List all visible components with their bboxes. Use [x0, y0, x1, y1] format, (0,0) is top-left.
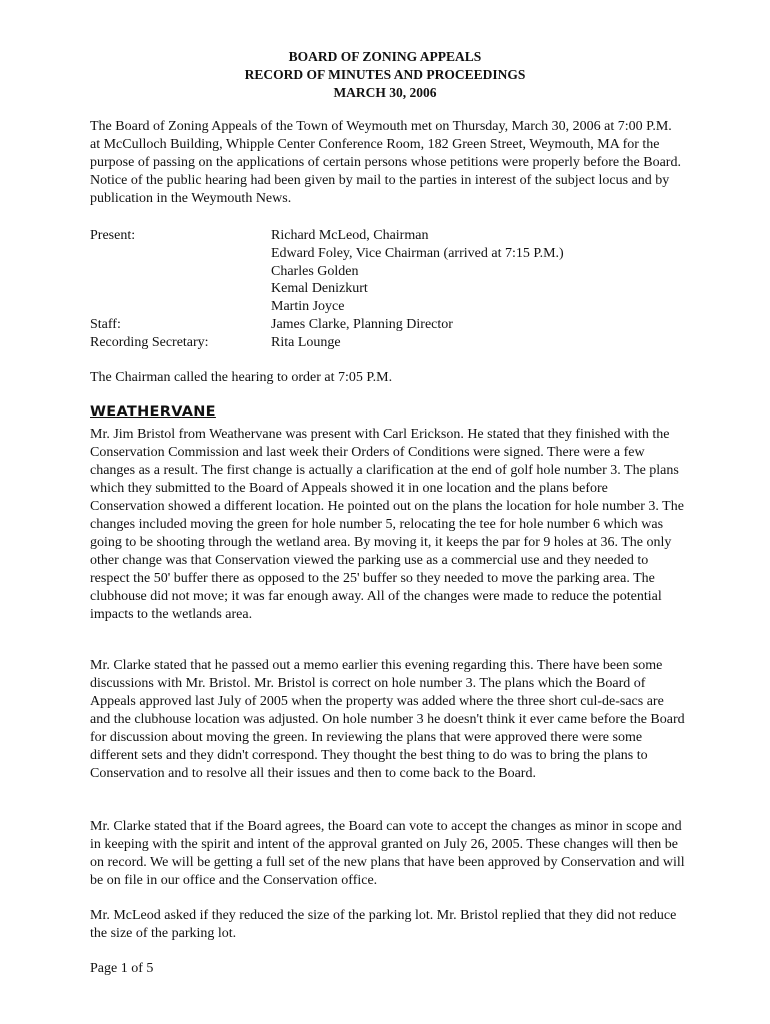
present-label: Present: — [90, 228, 136, 243]
secretary-label: Recording Secretary: — [90, 334, 209, 350]
attendance-block — [90, 227, 685, 352]
header-meeting-date: MARCH 30, 2006 — [333, 85, 437, 100]
staff-name: James Clarke, Planning Director — [271, 316, 453, 332]
call-to-order: The Chairman called the hearing to order at 7:05 P.M. — [90, 370, 393, 385]
present-row — [90, 227, 685, 316]
header-board-name: BOARD OF ZONING APPEALS — [288, 49, 482, 64]
body-paragraph: Mr. Clarke stated that if the Board agrees, the Board can vote to accept the changes as minor in scope and in keeping with the spirit and intent of the approval granted on July 26, 2005. These changes will then be on record. We will be getting a full set of the new plans that have been approved by Conservation and will be on file in our office and the Conservation office. — [90, 819, 685, 888]
body-paragraph: Mr. McLeod asked if they reduced the size of the parking lot. Mr. Bristol replied that they did not reduce the size of the parking lot. — [90, 908, 677, 941]
secretary-name: Rita Lounge — [271, 334, 341, 350]
present-member: Kemal Denizkurt — [271, 281, 368, 297]
document-header — [0, 48, 770, 102]
present-list — [271, 227, 685, 316]
staff-row — [90, 316, 685, 334]
intro-paragraph: The Board of Zoning Appeals of the Town of Weymouth met on Thursday, March 30, 2006 at 7:00 P.M. at McCulloch Building, Whipple Center Conference Room, 182 Green Street, Weymouth, MA for the purpose of passing on the applications of certain persons whose petitions were properly before the Board. Notice of the public hearing had been given by mail to the parties in interest of the subject locus and by publication in the Weymouth News. — [90, 119, 681, 206]
present-member: Edward Foley, Vice Chairman (arrived at 7:15 P.M.) — [271, 245, 564, 261]
present-member: Charles Golden — [271, 263, 359, 279]
header-record-title: RECORD OF MINUTES AND PROCEEDINGS — [244, 67, 526, 82]
secretary-row — [90, 334, 685, 352]
body-paragraph: Mr. Clarke stated that he passed out a memo earlier this evening regarding this. There have been some discussions with Mr. Bristol. Mr. Bristol is correct on hole number 3. The plans which the Board of Appeals approved last July of 2005 when the property was added where the three short cul-de-sacs are and the clubhouse location was adjusted. On hole number 3 he doesn't think it ever came before the Board for discussion about moving the green. In reviewing the plans that were approved there were some different sets and they didn't correspond. They thought the best thing to do was to bring the plans to Conservation and to resolve all their issues and then to come back to the Board. — [90, 658, 685, 781]
page-number: Page 1 of 5 — [90, 961, 154, 976]
present-member: Richard McLeod, Chairman — [271, 228, 429, 243]
staff-label: Staff: — [90, 316, 121, 332]
present-member: Martin Joyce — [271, 299, 345, 315]
body-paragraph: Mr. Jim Bristol from Weathervane was present with Carl Erickson. He stated that they finished with the Conservation Commission and last week their Orders of Conditions were signed. There were a few changes as a result. The first change is actually a clarification at the end of golf hole number 3. The plans which they submitted to the Board of Appeals showed it in one location and the plans before Conservation showed a different location. He pointed out on the plans the location for hole number 3. The changes included moving the green for hole number 5, relocating the tee for hole number 6 which was going to be shooting through the wetland area. By moving it, it keeps the par for 9 holes at 36. The only other change was that Conservation viewed the parking use as a commercial use and they needed to respect the 50' buffer there as opposed to the 25' buffer so they needed to move the parking area. The clubhouse did not move; it was far enough away. All of the changes were made to reduce the potential impacts to the wetlands area. — [90, 427, 684, 622]
section-heading: WEATHERVANE — [90, 404, 216, 420]
